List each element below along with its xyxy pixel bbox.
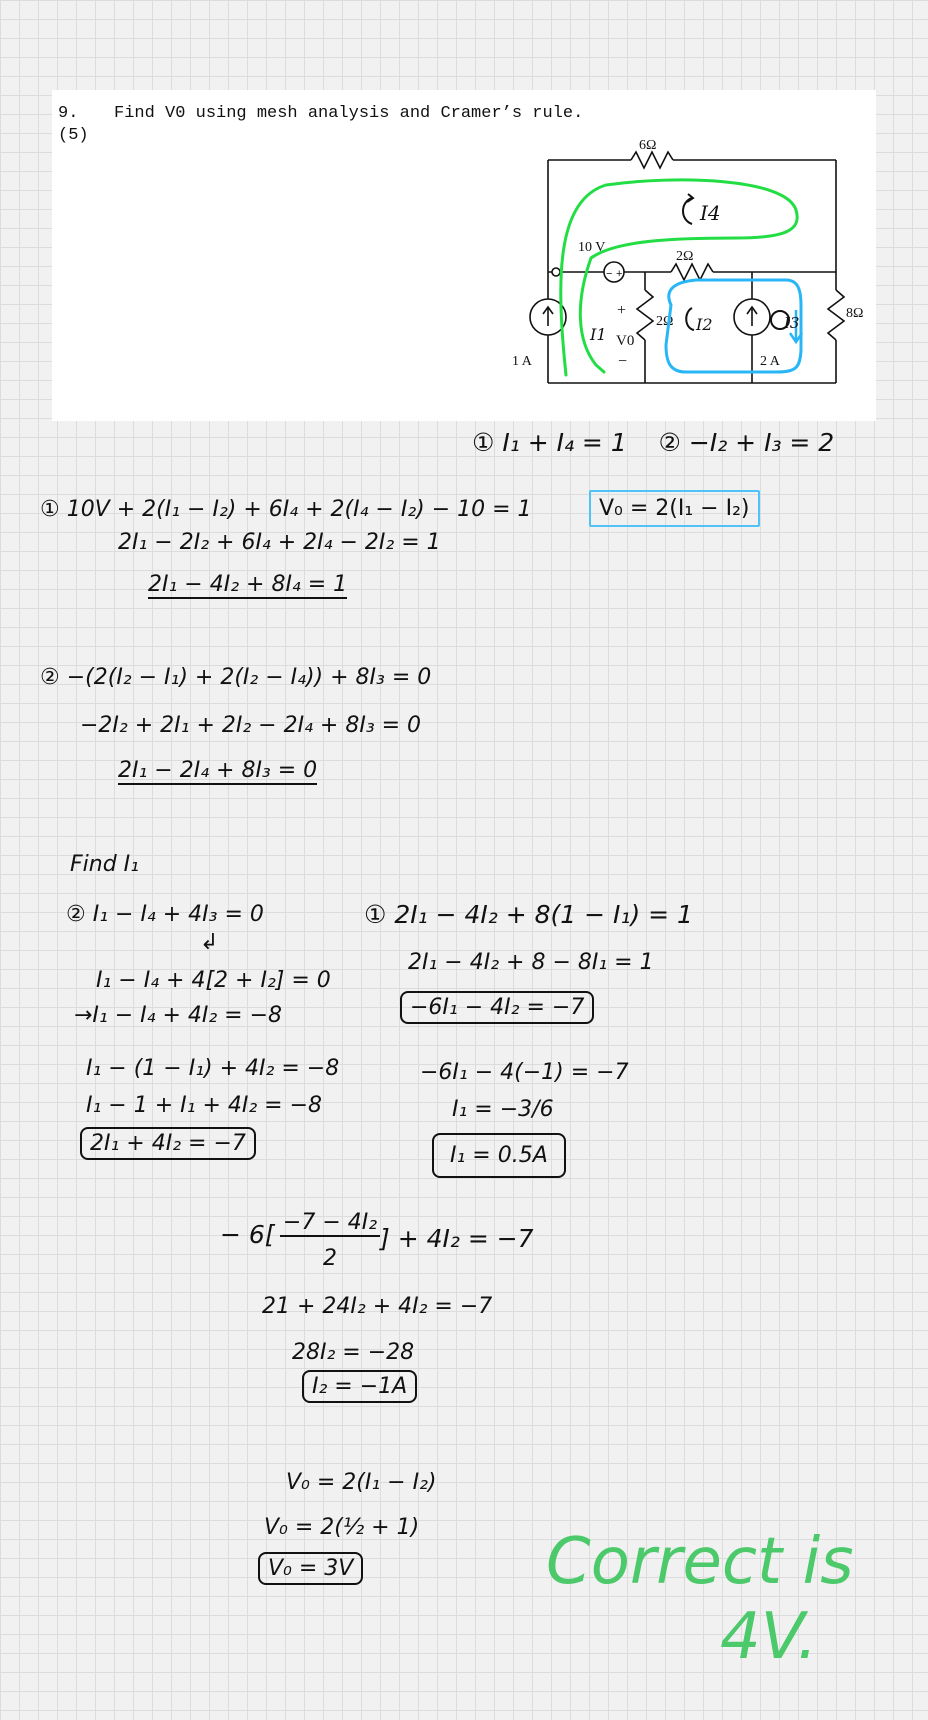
correction-line2: 4V. (720, 1600, 818, 1674)
label-2ohm-mid: 2Ω (676, 249, 694, 264)
resistor-6ohm (631, 152, 673, 168)
label-2a: 2 A (760, 354, 780, 369)
label-vo-plus: + (617, 302, 627, 319)
vo-line2: V₀ = 2(½ + 1) (264, 1515, 420, 1540)
circuit-diagram (496, 140, 876, 430)
correction-line1: Correct is (546, 1525, 854, 1599)
label-1a: 1 A (512, 354, 532, 369)
left-arrow: ↲ (200, 930, 219, 955)
label-10v: 10 V (578, 240, 606, 255)
left-line2: I₁ − I₄ + 4[2 + I₂] = 0 (96, 968, 331, 993)
problem-card (52, 90, 876, 421)
left-line5: I₁ − 1 + I₁ + 4I₂ = −8 (86, 1093, 323, 1118)
eq1-line1: ① 10V + 2(I₁ − I₂) + 6I₄ + 2(I₄ − I₂) − 10 = 1 (40, 497, 532, 522)
question-text: Find V0 using mesh analysis and Cramer’s rule. (114, 104, 584, 123)
resistor-8ohm (828, 290, 844, 340)
mesh-label-i2: I2 (696, 315, 713, 334)
i2-result-box: I₂ = −1A (302, 1370, 417, 1403)
eq1-line3: 2I₁ − 4I₂ + 8I₄ = 1 (148, 572, 348, 597)
question-points: (5) (58, 126, 89, 145)
label-vo-minus: − (618, 353, 628, 370)
mesh-loop-i2 (666, 280, 801, 372)
mesh-label-i4: I4 (700, 201, 721, 225)
mesh-label-i1: I1 (590, 325, 607, 344)
right-line2: 2I₁ − 4I₂ + 8 − 8I₁ = 1 (408, 950, 654, 975)
vo-expression: V₀ = 2(I₁ − I₂) (589, 490, 760, 527)
resistor-2ohm-mid (671, 264, 713, 280)
eq2-line1: ② −(2(I₂ − I₁) + 2(I₂ − I₄)) + 8I₃ = 0 (40, 665, 432, 690)
label-6ohm: 6Ω (639, 140, 657, 153)
sub-suffix: ] + 4I₂ = −7 (380, 1224, 534, 1253)
sub-denominator: 2 (323, 1246, 337, 1271)
mesh-label-i3: I3 (784, 314, 800, 332)
mesh-constraints: ① I₁ + I₄ = 1 ② −I₂ + I₃ = 2 (472, 428, 835, 457)
svg-text:+: + (616, 268, 623, 280)
label-vo: V0 (616, 333, 635, 349)
mesh-loop-i4 (561, 180, 800, 375)
sub-prefix: − 6[ (220, 1220, 275, 1249)
right-boxed1: −6I₁ − 4I₂ = −7 (400, 991, 594, 1024)
sub-numerator: −7 − 4I₂ (280, 1210, 380, 1237)
vo-line1: V₀ = 2(I₁ − I₂) (286, 1470, 437, 1495)
left-line4: I₁ − (1 − I₁) + 4I₂ = −8 (86, 1056, 340, 1081)
right-line1: ① 2I₁ − 4I₂ + 8(1 − I₁) = 1 (364, 900, 693, 929)
i1-result-box: I₁ = 0.5A (432, 1133, 566, 1178)
eq2-line2: −2I₂ + 2I₁ + 2I₂ − 2I₄ + 8I₃ = 0 (80, 713, 422, 738)
sub-line2: 21 + 24I₂ + 4I₂ = −7 (262, 1294, 493, 1319)
sub-line3: 28I₂ = −28 (292, 1340, 415, 1365)
eq1-line2: 2I₁ − 2I₂ + 6I₄ + 2I₄ − 2I₂ = 1 (118, 530, 441, 555)
question-number: 9. (58, 104, 79, 123)
find-i1-heading: Find I₁ (70, 852, 139, 877)
left-line1: ② I₁ − I₄ + 4I₃ = 0 (66, 902, 264, 927)
label-2ohm-center: 2Ω (656, 314, 674, 329)
left-line3: →I₁ − I₄ + 4I₂ = −8 (74, 1003, 283, 1028)
vo-result-box: V₀ = 3V (258, 1552, 363, 1585)
eq2-line3: 2I₁ − 2I₄ + 8I₃ = 0 (118, 758, 318, 783)
right-line4: I₁ = −3/6 (452, 1097, 554, 1122)
label-8ohm: 8Ω (846, 306, 864, 321)
resistor-2ohm-vo (637, 290, 653, 340)
svg-text:−: − (606, 268, 613, 280)
right-line3: −6I₁ − 4(−1) = −7 (420, 1060, 629, 1085)
left-boxed-result: 2I₁ + 4I₂ = −7 (80, 1127, 256, 1160)
